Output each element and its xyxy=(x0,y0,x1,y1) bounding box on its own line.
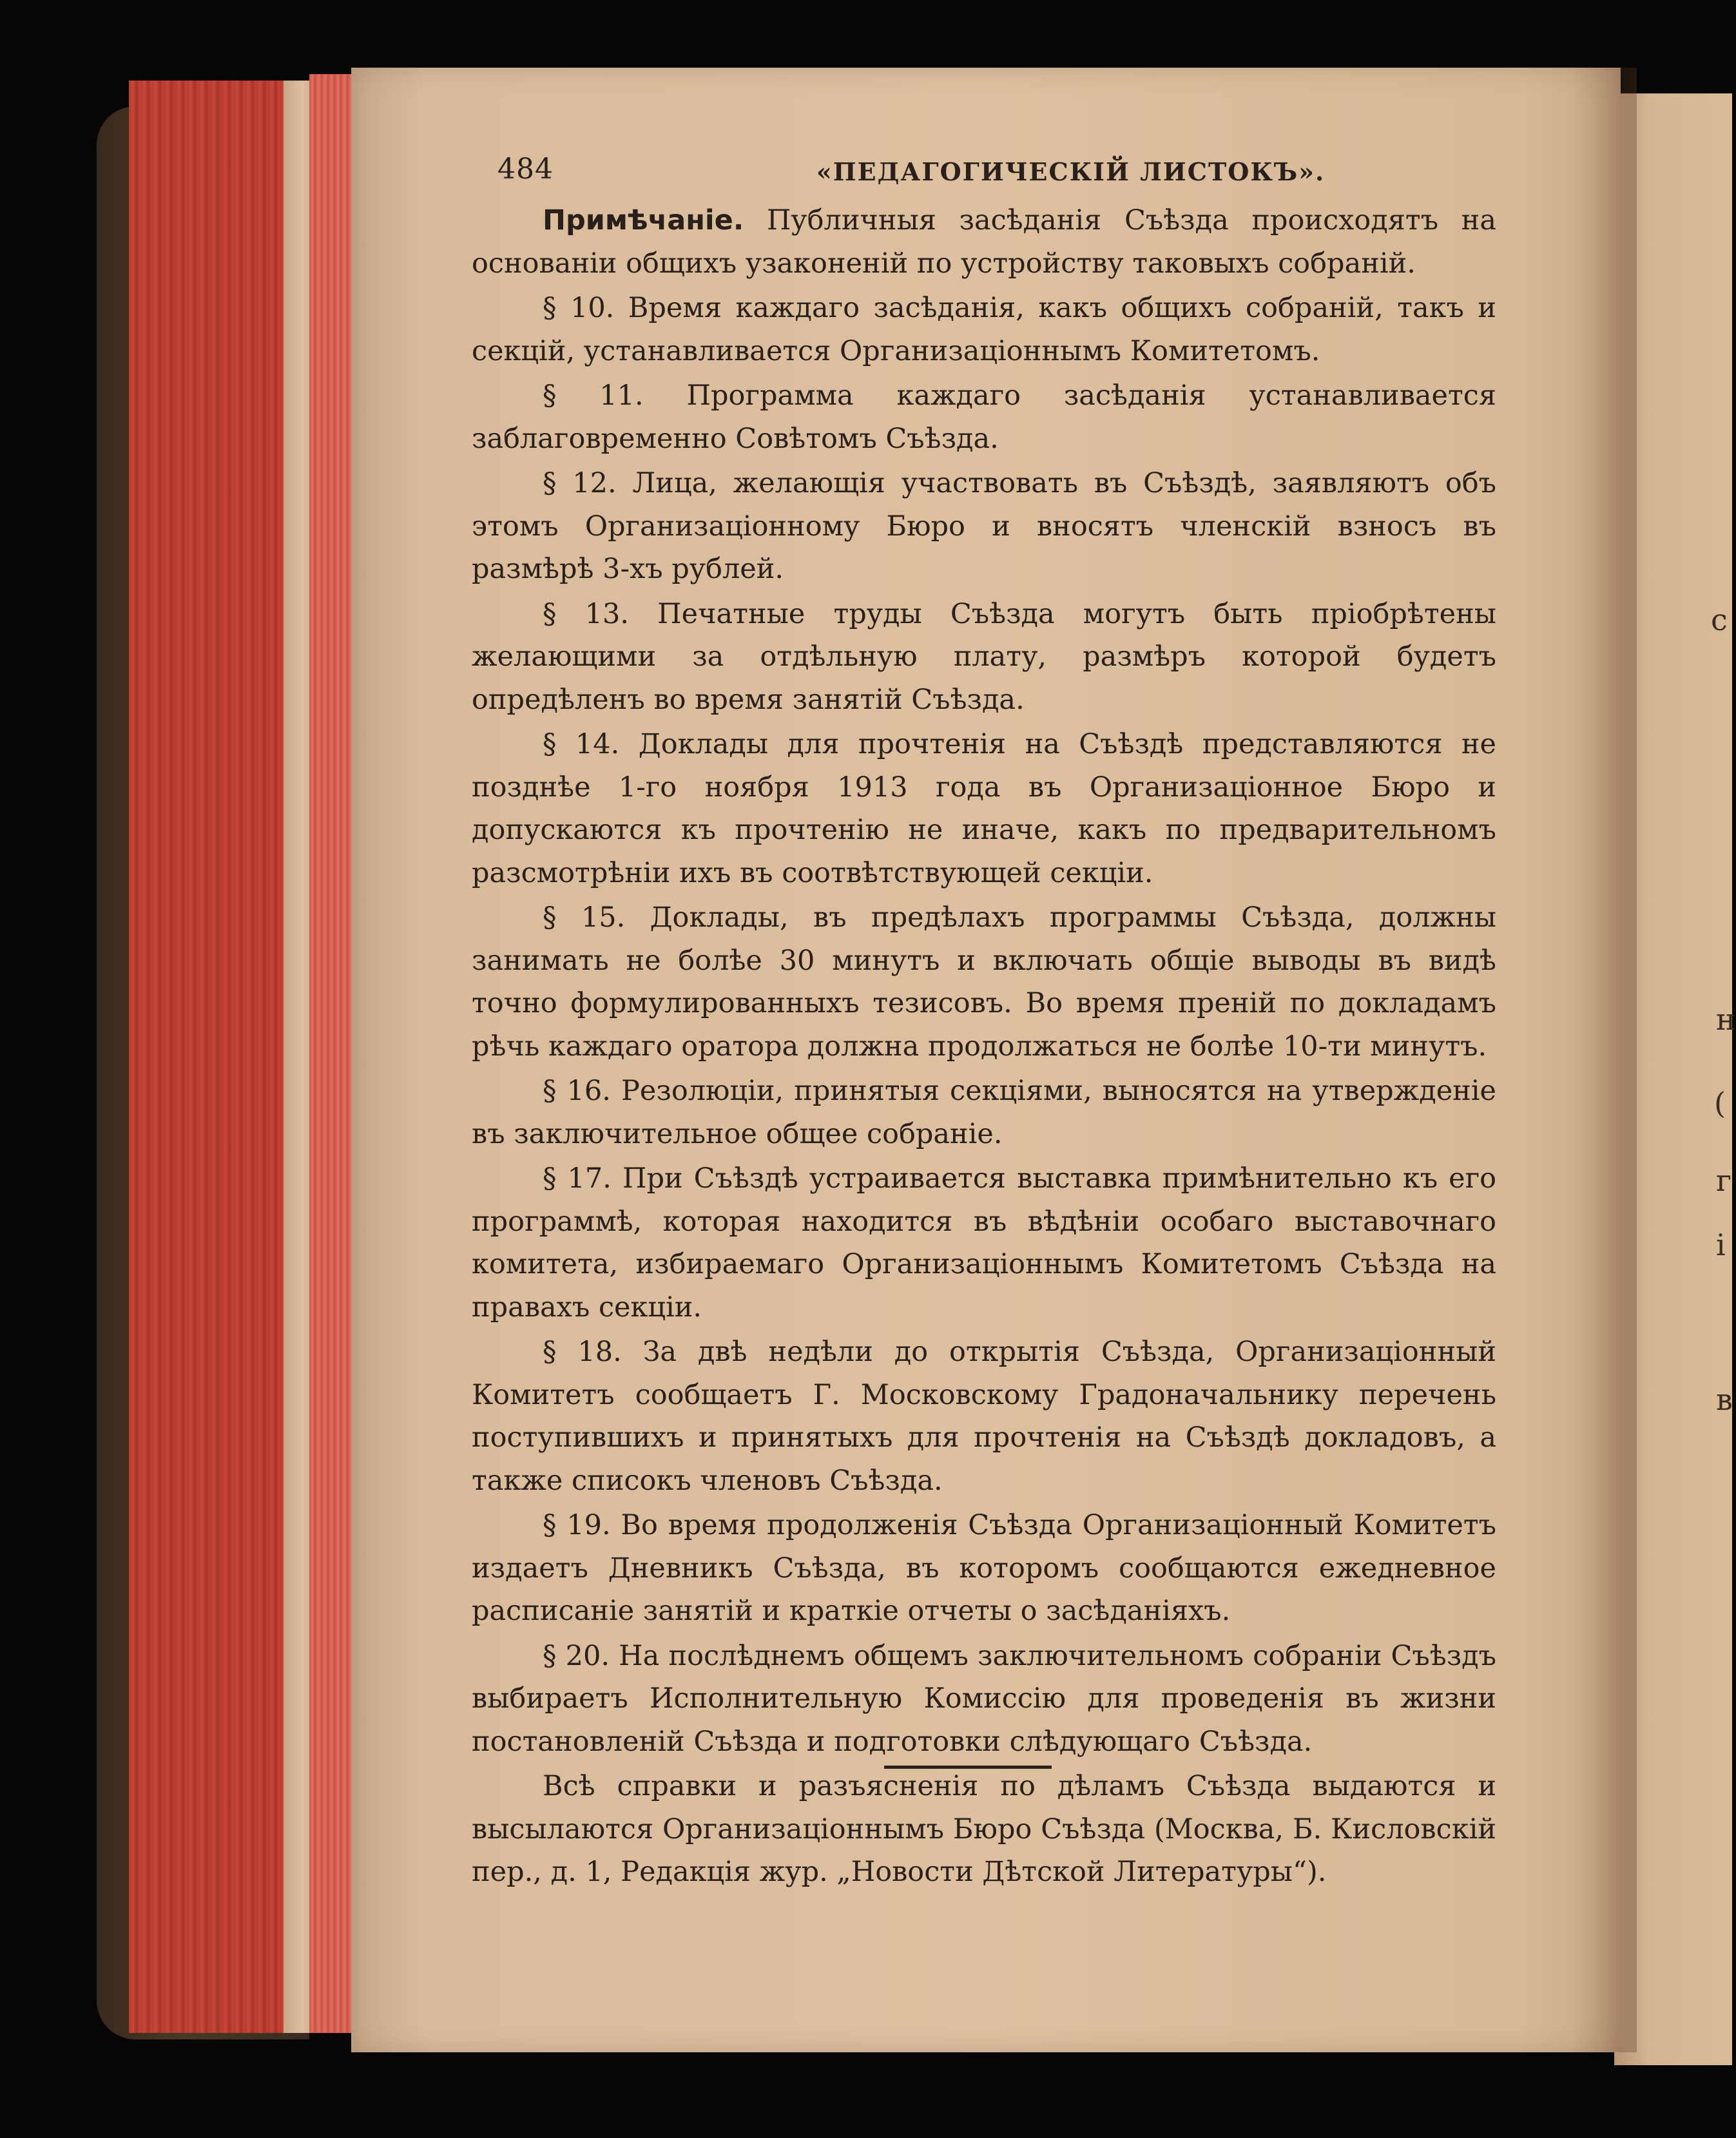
paragraph-14: § 14. Доклады для прочтенія на Съѣздѣ представляются не позднѣе 1-го ноября 1913 года въ Организаціонное Бюро и допускаются къ прочтенію не иначе, какъ по предварительномъ разсмотрѣніи ихъ въ соотвѣтствующей секціи. xyxy=(472,728,1496,889)
facing-char: г xyxy=(1716,1163,1732,1198)
gutter-shadow xyxy=(1572,68,1637,2052)
paragraph-12: § 12. Лица, желающія участвовать въ Съѣздѣ, заявляютъ объ этомъ Организаціонному Бюро и вносятъ членскій взносъ въ размѣрѣ 3-хъ рублей. xyxy=(472,467,1496,585)
facing-char: с xyxy=(1711,602,1728,637)
paragraph-15: § 15. Доклады, въ предѣлахъ программы Съѣзда, должны занимать не болѣе 30 минутъ и включать общіе выводы въ видѣ точно формулированныхъ тезисовъ. Во время преній по докладамъ рѣчь каждаго оратора должна продолжаться не болѣе 10-ти минутъ. xyxy=(472,901,1496,1063)
paragraph-17: § 17. При Съѣздѣ устраивается выставка примѣнительно къ его программѣ, которая находится въ вѣдѣніи особаго выставочнаго комитета, избираемаго Организаціоннымъ Комитетомъ Съѣзда на правахъ секціи. xyxy=(472,1162,1496,1324)
facing-char: і xyxy=(1716,1228,1726,1262)
paragraph-13: § 13. Печатные труды Съѣзда могутъ быть пріобрѣтены желающими за отдѣльную плату, размѣръ которой будетъ опредѣленъ во время занятій Съѣзда. xyxy=(472,597,1496,716)
note-text: Публичныя засѣданія Съѣзда происходятъ на основаніи общихъ узаконеній по устройству таковыхъ собраній. xyxy=(472,204,1496,280)
running-head xyxy=(472,148,1496,193)
page-number: 484 xyxy=(497,153,554,186)
end-rule xyxy=(884,1766,1052,1769)
paragraph-10: § 10. Время каждаго засѣданія, какъ общихъ собраній, такъ и секцій, устанавливается Организаціоннымъ Комитетомъ. xyxy=(472,292,1496,367)
page-text xyxy=(472,148,1496,1894)
journal-title: «ПЕДАГОГИЧЕСКІЙ ЛИСТОКЪ». xyxy=(816,157,1326,186)
paragraph-18: § 18. За двѣ недѣли до открытія Съѣзда, Организаціонный Комитетъ сообщаетъ Г. Московскому Градоначальнику перечень поступившихъ и принятыхъ для прочтенія на Съѣздѣ докладовъ, а также списокъ членовъ Съѣзда. xyxy=(472,1336,1496,1497)
facing-char: н xyxy=(1716,1002,1736,1037)
note-label: Примѣчаніе. xyxy=(543,204,744,236)
facing-char: ( xyxy=(1714,1086,1726,1121)
facing-char: в xyxy=(1716,1382,1733,1417)
paragraph-16: § 16. Резолюціи, принятыя секціями, выносятся на утвержденіе въ заключительное общее собраніе. xyxy=(472,1075,1496,1150)
paragraph-11: § 11. Программа каждаго засѣданія устанавливается заблаговременно Совѣтомъ Съѣзда. xyxy=(472,380,1496,455)
page-edges-inner xyxy=(309,74,354,2033)
paragraph-20: § 20. На послѣднемъ общемъ заключительномъ собраніи Съѣздъ выбираетъ Исполнительную Комиссію для проведенія въ жизни постановленій Съѣзда и подготовки слѣдующаго Съѣзда. xyxy=(472,1639,1496,1758)
paragraph-19: § 19. Во время продолженія Съѣзда Организаціонный Комитетъ издаетъ Дневникъ Съѣзда, въ которомъ сообщаются ежедневное расписаніе занятій и краткіе отчеты о засѣданіяхъ. xyxy=(472,1509,1496,1627)
note-paragraph xyxy=(472,197,1496,285)
closing-paragraph: Всѣ справки и разъясненія по дѣламъ Съѣзда выдаются и высылаются Организаціоннымъ Бюро Съѣзда (Москва, Б. Кисловскій пер., д. 1, Редакція жур. „Новости Дѣтской Литературы“). xyxy=(472,1770,1496,1888)
